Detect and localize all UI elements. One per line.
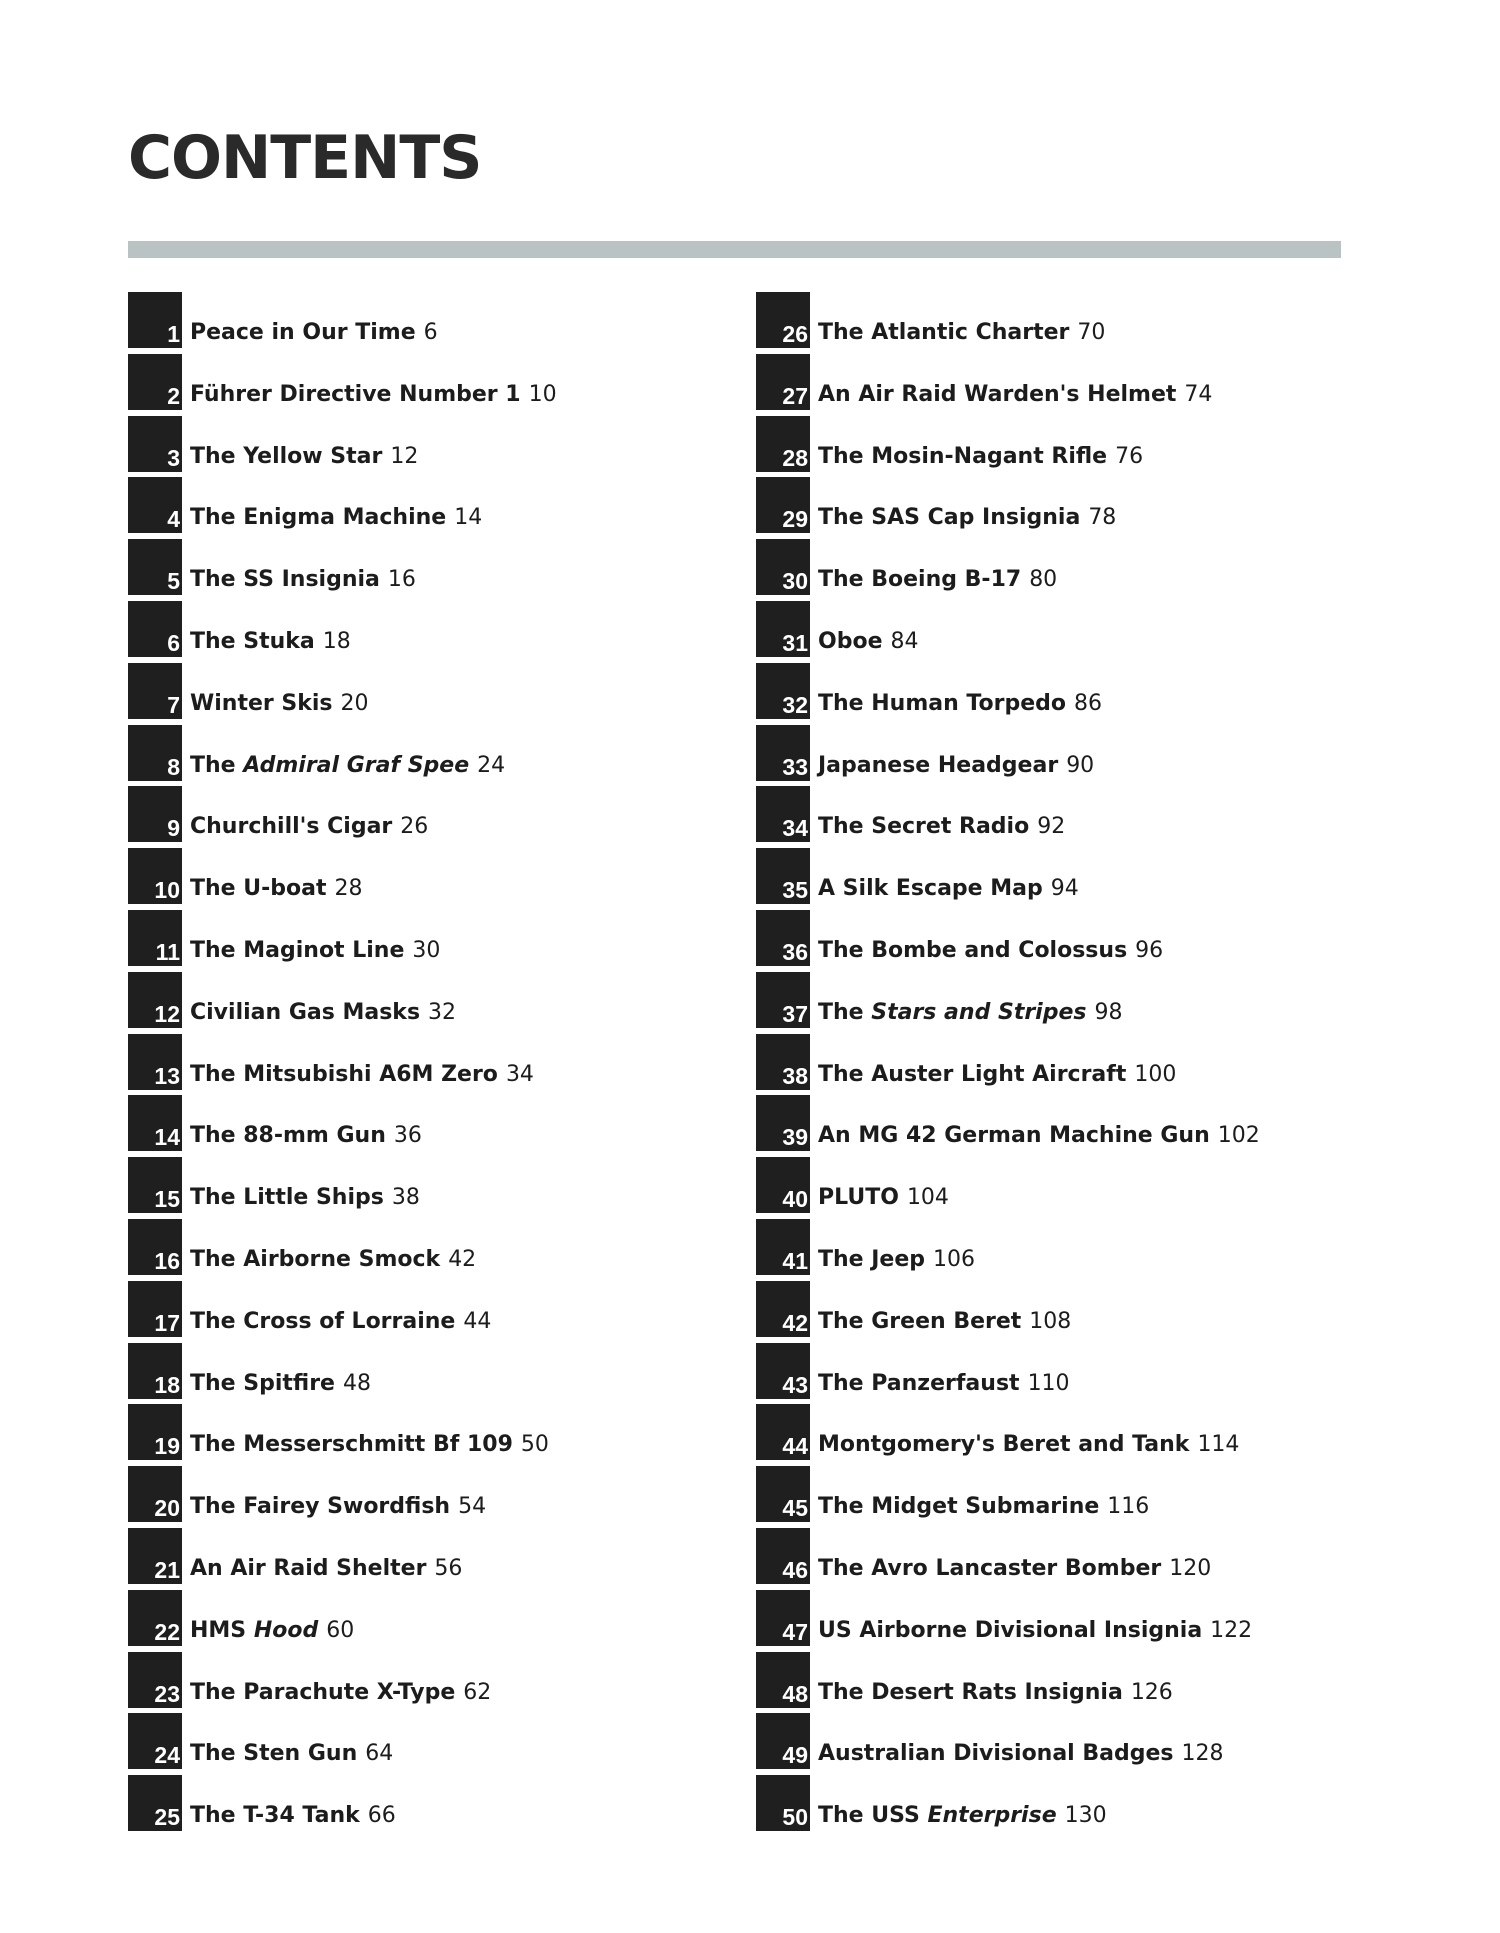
chapter-number: 50 [756, 1775, 810, 1831]
chapter-number: 19 [128, 1404, 182, 1460]
entry-text [818, 1741, 1224, 1767]
entry-text [818, 1803, 1107, 1829]
entry-text [190, 629, 351, 655]
chapter-title: The Spitfire [190, 1370, 335, 1396]
page-number: 16 [387, 567, 416, 593]
chapter-title: The Green Beret [818, 1308, 1022, 1334]
toc-entry [756, 663, 1386, 725]
chapter-title: The Maginot Line [190, 937, 405, 963]
toc-entry [128, 1775, 758, 1837]
chapter-number: 20 [128, 1466, 182, 1522]
toc-entry [128, 477, 758, 539]
toc-entry [128, 1528, 758, 1590]
chapter-title: The Airborne Smock [190, 1246, 441, 1272]
chapter-title: HMS [190, 1617, 254, 1643]
chapter-number: 16 [128, 1219, 182, 1275]
toc-entry [756, 601, 1386, 663]
toc-entry [128, 1713, 758, 1775]
chapter-title: The T-34 Tank [190, 1803, 360, 1829]
chapter-title: The Cross of Lorraine [190, 1308, 456, 1334]
chapter-title: The SAS Cap Insignia [818, 505, 1081, 531]
chapter-number: 23 [128, 1652, 182, 1708]
toc-entry [128, 972, 758, 1034]
entry-text [190, 505, 482, 531]
toc-entry [756, 1095, 1386, 1157]
chapter-title: The Little Ships [190, 1185, 384, 1211]
toc-entry [756, 416, 1386, 478]
toc-entry [128, 1466, 758, 1528]
entry-text [190, 691, 369, 717]
toc-entry [128, 786, 758, 848]
entry-text [190, 1000, 456, 1026]
entry-text [818, 1123, 1260, 1149]
chapter-number: 46 [756, 1528, 810, 1584]
chapter-title: The Enigma Machine [190, 505, 447, 531]
chapter-number: 5 [128, 539, 182, 595]
page-number: 104 [906, 1185, 949, 1211]
toc-entry [756, 1281, 1386, 1343]
toc-entry [128, 1281, 758, 1343]
chapter-number: 33 [756, 725, 810, 781]
entry-text [818, 1247, 975, 1273]
toc-entry [128, 1095, 758, 1157]
chapter-number: 13 [128, 1034, 182, 1090]
chapter-title: The [190, 752, 244, 778]
chapter-number: 21 [128, 1528, 182, 1584]
chapter-number: 9 [128, 786, 182, 842]
entry-text [818, 1062, 1176, 1088]
page-number: 36 [393, 1123, 422, 1149]
page-number: 90 [1066, 752, 1095, 778]
entry-text [818, 1680, 1173, 1706]
page-number: 28 [334, 876, 363, 902]
toc-entry [128, 539, 758, 601]
chapter-number: 7 [128, 663, 182, 719]
chapter-number: 25 [128, 1775, 182, 1831]
toc-entry [128, 416, 758, 478]
chapter-title: The Bombe and Colossus [818, 937, 1128, 963]
chapter-number: 47 [756, 1590, 810, 1646]
chapter-number: 31 [756, 601, 810, 657]
toc-entry [756, 477, 1386, 539]
page-number: 20 [340, 690, 369, 716]
chapter-title: Montgomery's Beret and Tank [818, 1432, 1190, 1458]
page-number: 26 [400, 814, 429, 840]
toc-entry [756, 1219, 1386, 1281]
toc-entry [128, 1034, 758, 1096]
page-number: 30 [412, 937, 441, 963]
chapter-number: 44 [756, 1404, 810, 1460]
toc-entry [756, 292, 1386, 354]
toc-entry [128, 292, 758, 354]
chapter-number: 38 [756, 1034, 810, 1090]
chapter-title: The Midget Submarine [818, 1494, 1100, 1520]
chapter-title-italic: Admiral Graf Spee [243, 752, 470, 778]
chapter-title: Oboe [818, 628, 883, 654]
entry-text [190, 1062, 534, 1088]
page-number: 94 [1050, 876, 1079, 902]
chapter-number: 27 [756, 354, 810, 410]
toc-entry [756, 1034, 1386, 1096]
toc-entry [128, 725, 758, 787]
toc-entry [756, 539, 1386, 601]
entry-text [818, 382, 1212, 408]
entry-text [818, 1309, 1071, 1335]
toc-entry [128, 663, 758, 725]
toc-entry [756, 848, 1386, 910]
entry-text [818, 1494, 1149, 1520]
page-number: 80 [1029, 567, 1058, 593]
entry-text [818, 505, 1116, 531]
chapter-number: 45 [756, 1466, 810, 1522]
toc-entry [756, 1713, 1386, 1775]
chapter-title: The Yellow Star [190, 443, 383, 469]
entry-text [818, 691, 1102, 717]
page-number: 98 [1094, 999, 1123, 1025]
page-number: 38 [391, 1185, 420, 1211]
entry-text [190, 1432, 549, 1458]
chapter-number: 18 [128, 1343, 182, 1399]
entry-text [818, 876, 1079, 902]
chapter-title: A Silk Escape Map [818, 876, 1043, 902]
entry-text [190, 1803, 396, 1829]
chapter-title: Führer Directive Number 1 [190, 381, 521, 407]
chapter-number: 3 [128, 416, 182, 472]
entry-text [190, 876, 362, 902]
entry-text [190, 1556, 462, 1582]
toc-entry [128, 601, 758, 663]
page-number: 108 [1029, 1308, 1072, 1334]
chapter-title: The 88-mm Gun [190, 1123, 386, 1149]
chapter-title: PLUTO [818, 1185, 899, 1211]
chapter-title-italic: Hood [253, 1617, 319, 1643]
chapter-number: 36 [756, 910, 810, 966]
toc-entry [756, 1775, 1386, 1837]
page-number: 128 [1181, 1741, 1224, 1767]
page-number: 100 [1134, 1061, 1177, 1087]
chapter-title: An Air Raid Shelter [190, 1555, 427, 1581]
entry-text [818, 753, 1094, 779]
chapter-number: 14 [128, 1095, 182, 1151]
entry-text [190, 938, 440, 964]
page-number: 24 [477, 752, 506, 778]
page-number: 14 [454, 505, 483, 531]
chapter-number: 24 [128, 1713, 182, 1769]
page-number: 66 [367, 1803, 396, 1829]
page-number: 110 [1027, 1370, 1070, 1396]
entry-text [190, 382, 557, 408]
title-rule [128, 241, 1341, 258]
toc-entry [128, 910, 758, 972]
chapter-number: 11 [128, 910, 182, 966]
entry-text [818, 1556, 1211, 1582]
chapter-number: 10 [128, 848, 182, 904]
toc-entry [756, 725, 1386, 787]
entry-text [818, 1618, 1252, 1644]
page-number: 120 [1169, 1555, 1212, 1581]
page-number: 96 [1135, 937, 1164, 963]
chapter-title: The Jeep [818, 1246, 926, 1272]
entry-text [190, 1123, 422, 1149]
chapter-title: The Messerschmitt Bf 109 [190, 1432, 513, 1458]
page-number: 102 [1217, 1123, 1260, 1149]
page-number: 78 [1088, 505, 1117, 531]
chapter-number: 34 [756, 786, 810, 842]
entry-text [818, 444, 1143, 470]
chapter-title: An MG 42 German Machine Gun [818, 1123, 1210, 1149]
chapter-number: 29 [756, 477, 810, 533]
chapter-title: Australian Divisional Badges [818, 1741, 1174, 1767]
chapter-title: The Stuka [190, 628, 315, 654]
chapter-title: An Air Raid Warden's Helmet [818, 381, 1177, 407]
toc-entry [756, 786, 1386, 848]
chapter-number: 41 [756, 1219, 810, 1275]
toc-entry [756, 1466, 1386, 1528]
chapter-title: Japanese Headgear [818, 752, 1059, 778]
toc-entry [756, 1528, 1386, 1590]
chapter-title: The Mosin-Nagant Rifle [818, 443, 1108, 469]
entry-text [818, 938, 1163, 964]
chapter-number: 48 [756, 1652, 810, 1708]
entry-text [190, 1741, 393, 1767]
chapter-number: 26 [756, 292, 810, 348]
chapter-title: The U-boat [190, 876, 327, 902]
toc-entry [128, 1219, 758, 1281]
entry-text [190, 1185, 420, 1211]
page-number: 56 [434, 1555, 463, 1581]
chapter-number: 4 [128, 477, 182, 533]
page-number: 114 [1197, 1432, 1240, 1458]
page-number: 32 [428, 999, 457, 1025]
entry-text [818, 567, 1057, 593]
page-title: CONTENTS [128, 123, 482, 193]
toc-entry [128, 1590, 758, 1652]
toc-entry [756, 1404, 1386, 1466]
chapter-number: 40 [756, 1157, 810, 1213]
page-number: 92 [1037, 814, 1066, 840]
page-number: 84 [890, 628, 919, 654]
chapter-title: The Sten Gun [190, 1741, 358, 1767]
chapter-title: Winter Skis [190, 690, 333, 716]
page-number: 122 [1210, 1617, 1253, 1643]
chapter-title: The USS [818, 1803, 928, 1829]
toc-entry [128, 1343, 758, 1405]
entry-text [818, 814, 1065, 840]
chapter-title: The SS Insignia [190, 567, 380, 593]
chapter-number: 39 [756, 1095, 810, 1151]
entry-text [818, 320, 1105, 346]
chapter-title-italic: Enterprise [927, 1803, 1057, 1829]
chapter-number: 8 [128, 725, 182, 781]
toc-entry [128, 1652, 758, 1714]
entry-text [190, 320, 438, 346]
page-number: 10 [528, 381, 557, 407]
chapter-number: 22 [128, 1590, 182, 1646]
chapter-number: 28 [756, 416, 810, 472]
chapter-title: The Panzerfaust [818, 1370, 1020, 1396]
toc-entry [756, 972, 1386, 1034]
toc-entry [756, 1652, 1386, 1714]
page-number: 116 [1107, 1494, 1150, 1520]
page-number: 62 [463, 1679, 492, 1705]
chapter-title: Peace in Our Time [190, 320, 416, 345]
page-number: 44 [463, 1308, 492, 1334]
chapter-number: 15 [128, 1157, 182, 1213]
chapter-number: 37 [756, 972, 810, 1028]
entry-text [190, 1494, 486, 1520]
chapter-number: 17 [128, 1281, 182, 1337]
chapter-title: The Auster Light Aircraft [818, 1061, 1127, 1087]
chapter-number: 30 [756, 539, 810, 595]
chapter-title: The Human Torpedo [818, 690, 1066, 716]
page-number: 42 [448, 1246, 477, 1272]
toc-entry [128, 1404, 758, 1466]
entry-text [190, 1680, 491, 1706]
entry-text [818, 1185, 949, 1211]
toc-entry [756, 1590, 1386, 1652]
toc-entry [756, 1343, 1386, 1405]
entry-text [818, 1432, 1239, 1458]
entry-text [818, 1371, 1070, 1397]
chapter-title: Civilian Gas Masks [190, 999, 421, 1025]
page-number: 50 [520, 1432, 549, 1458]
chapter-title: The Avro Lancaster Bomber [818, 1555, 1162, 1581]
entry-text [190, 1618, 354, 1644]
page-number: 34 [505, 1061, 534, 1087]
entry-text [190, 444, 418, 470]
toc-entry [128, 848, 758, 910]
chapter-title: The Secret Radio [818, 814, 1030, 840]
chapter-number: 42 [756, 1281, 810, 1337]
page-number: 18 [322, 628, 351, 654]
entry-text [190, 753, 505, 779]
entry-text [190, 1247, 476, 1273]
chapter-title: The Boeing B-17 [818, 567, 1022, 593]
page-number: 54 [458, 1494, 487, 1520]
page-number: 6 [423, 320, 438, 345]
chapter-title: Churchill's Cigar [190, 814, 393, 840]
chapter-number: 1 [128, 292, 182, 348]
toc-entry [756, 910, 1386, 972]
toc-entry [128, 1157, 758, 1219]
entry-text [190, 567, 416, 593]
page-number: 130 [1064, 1803, 1107, 1829]
entry-text [190, 1309, 491, 1335]
chapter-title: The [818, 999, 872, 1025]
page-number: 70 [1077, 320, 1106, 345]
entry-text [818, 629, 919, 655]
chapter-title: The Parachute X-Type [190, 1679, 456, 1705]
chapter-title: The Atlantic Charter [818, 320, 1070, 345]
toc-column-left [128, 292, 758, 1837]
page-number: 74 [1184, 381, 1213, 407]
chapter-number: 2 [128, 354, 182, 410]
chapter-number: 12 [128, 972, 182, 1028]
chapter-title: The Mitsubishi A6M Zero [190, 1061, 498, 1087]
chapter-title-italic: Stars and Stripes [871, 999, 1087, 1025]
toc-entry [756, 354, 1386, 416]
chapter-title: US Airborne Divisional Insignia [818, 1617, 1203, 1643]
toc-entry [128, 354, 758, 416]
chapter-number: 35 [756, 848, 810, 904]
page-number: 48 [342, 1370, 371, 1396]
page-number: 60 [326, 1617, 355, 1643]
chapter-number: 6 [128, 601, 182, 657]
toc-column-right [756, 292, 1386, 1837]
chapter-number: 43 [756, 1343, 810, 1399]
entry-text [818, 1000, 1123, 1026]
page-number: 76 [1115, 443, 1144, 469]
chapter-title: The Fairey Swordfish [190, 1494, 451, 1520]
page-number: 126 [1130, 1679, 1173, 1705]
entry-text [190, 1371, 371, 1397]
page-number: 64 [365, 1741, 394, 1767]
chapter-title: The Desert Rats Insignia [818, 1679, 1123, 1705]
page-number: 106 [933, 1246, 976, 1272]
chapter-number: 32 [756, 663, 810, 719]
toc-entry [756, 1157, 1386, 1219]
chapter-number: 49 [756, 1713, 810, 1769]
page-number: 86 [1074, 690, 1102, 716]
page-number: 12 [390, 443, 419, 469]
entry-text [190, 814, 428, 840]
